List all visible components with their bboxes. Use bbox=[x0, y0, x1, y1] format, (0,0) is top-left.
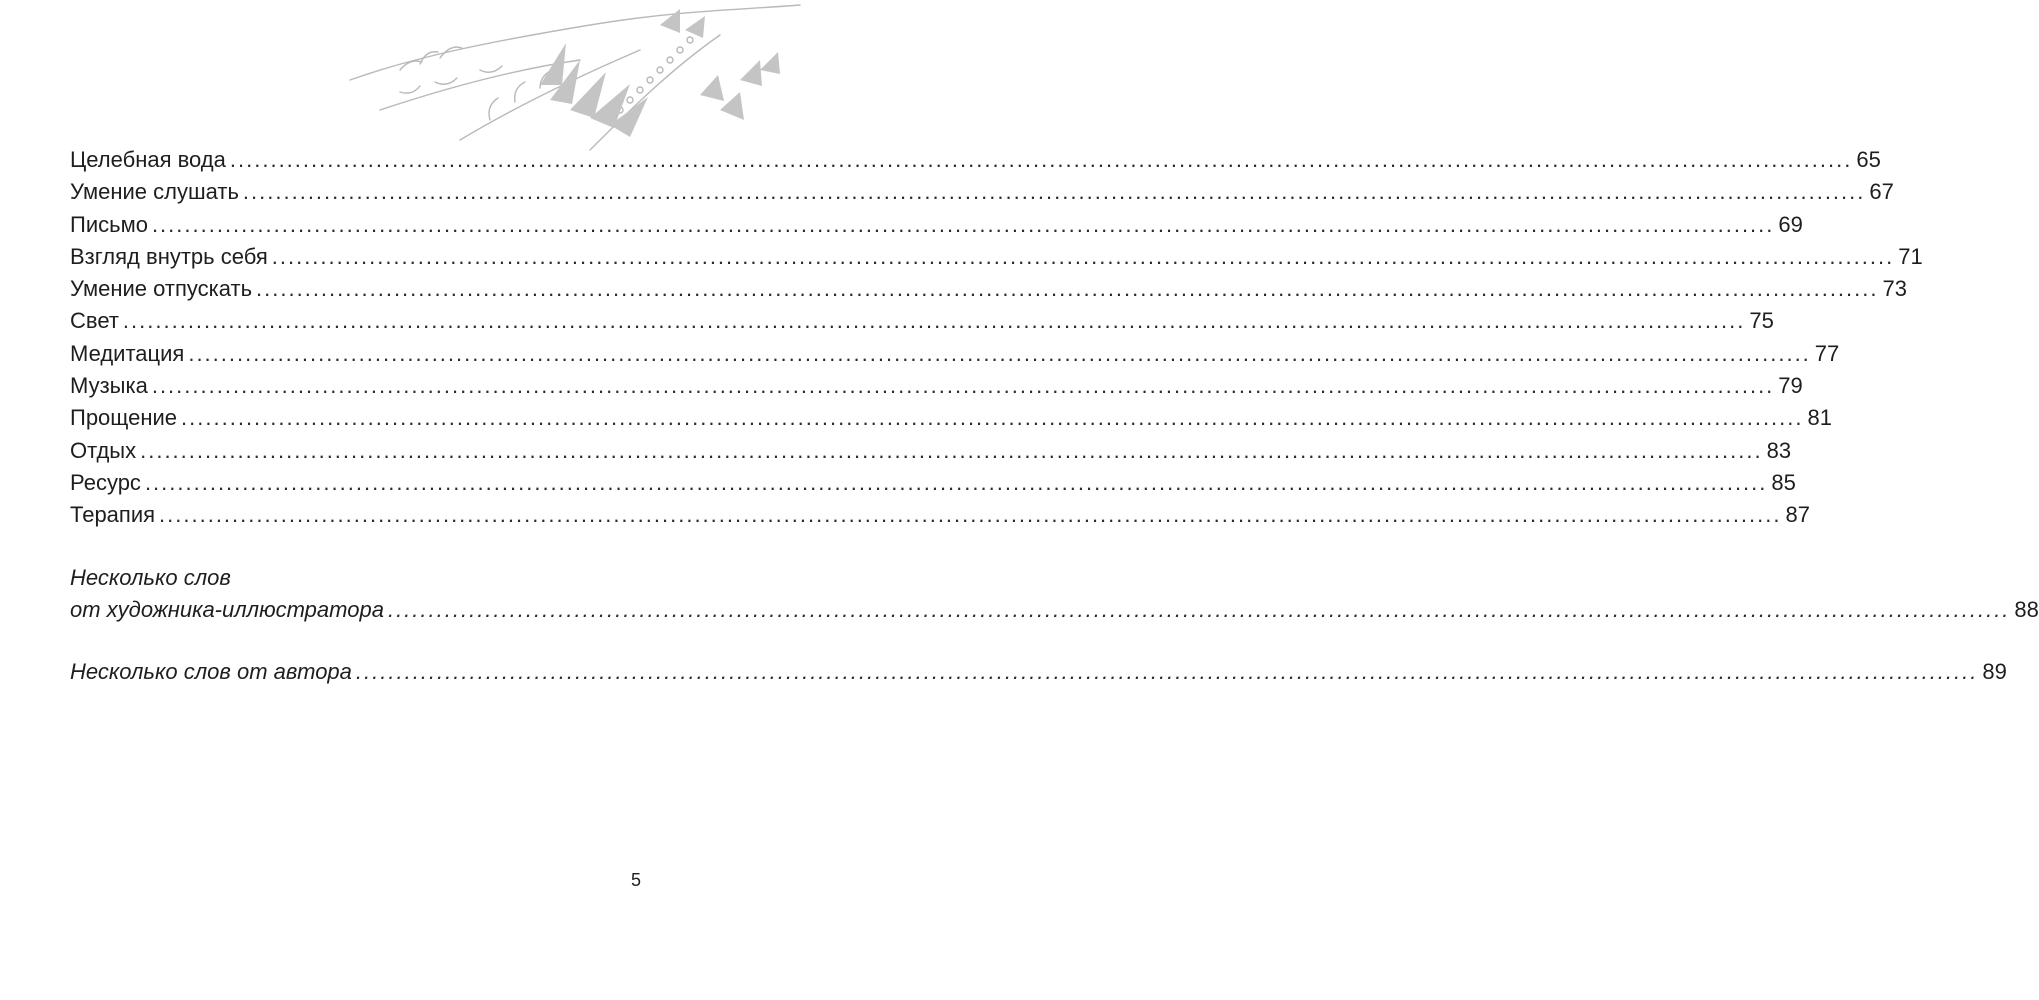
toc-entry-title: Прощение bbox=[70, 405, 178, 431]
toc-leader-dots: ........................................................................................................................................................................................................ bbox=[355, 659, 1979, 685]
toc-entry-author bbox=[70, 656, 2007, 688]
toc-entry-title: Несколько слов от автора bbox=[70, 659, 352, 685]
toc-entry-title: Музыка bbox=[70, 373, 148, 399]
toc-page-number: 85 bbox=[1771, 469, 1796, 495]
toc-entry bbox=[70, 176, 1894, 208]
toc-leader-dots: ........................................................................................................................................................................................................ bbox=[159, 502, 1782, 528]
toc-page-number: 67 bbox=[1869, 179, 1894, 205]
toc-entry bbox=[70, 338, 1840, 370]
toc-page-number: 87 bbox=[1785, 502, 1810, 528]
toc-page-number: 83 bbox=[1766, 437, 1792, 463]
toc-entry-title: Взгляд внутрь себя bbox=[70, 243, 268, 269]
toc-entry bbox=[70, 467, 1796, 499]
toc-entry bbox=[70, 241, 1923, 273]
toc-page-number: 77 bbox=[1814, 340, 1840, 366]
toc-entry bbox=[70, 273, 1907, 305]
toc-leader-dots: ........................................................................................................................................................................................................ bbox=[140, 437, 1763, 463]
toc-entry-title: Свет bbox=[70, 308, 119, 334]
toc-leader-dots: ........................................................................................................................................................................................................ bbox=[387, 596, 2011, 622]
toc-page-number: 71 bbox=[1898, 243, 1923, 269]
toc-entry-title: Терапия bbox=[70, 502, 156, 528]
toc-entry-title: Ресурс bbox=[70, 469, 141, 495]
toc-page-number: 65 bbox=[1856, 147, 1881, 172]
toc-entry-title: Медитация bbox=[70, 340, 185, 366]
page-number: 5 bbox=[631, 870, 642, 890]
toc-page-number: 81 bbox=[1807, 405, 1832, 431]
toc-page-number: 88 bbox=[2014, 596, 2039, 622]
toc-page-number: 75 bbox=[1749, 308, 1774, 334]
toc-entry-title: Письмо bbox=[70, 211, 148, 237]
toc-page-number: 89 bbox=[1982, 659, 2007, 685]
toc-leader-dots: ........................................................................................................................................................................................................ bbox=[256, 276, 1879, 302]
toc-leader-dots: ........................................................................................................................................................................................................ bbox=[144, 469, 1768, 495]
toc-leader-dots: ........................................................................................................................................................................................................ bbox=[188, 340, 1811, 366]
toc-entry-title: Умение слушать bbox=[70, 179, 239, 205]
toc-leader-dots: ........................................................................................................................................................................................................ bbox=[151, 211, 1775, 237]
toc-leader-dots: ........................................................................................................................................................................................................ bbox=[229, 147, 1853, 172]
toc-entry bbox=[70, 370, 1803, 402]
toc-entry-title: Целебная вода bbox=[70, 147, 226, 172]
toc-leader-dots: ........................................................................................................................................................................................................ bbox=[122, 308, 1746, 334]
toc-leader-dots: ........................................................................................................................................................................................................ bbox=[151, 373, 1775, 399]
toc-page-number: 69 bbox=[1778, 211, 1803, 237]
toc-entry bbox=[70, 499, 1810, 531]
toc-entry bbox=[70, 435, 1792, 467]
toc-entry bbox=[70, 144, 1881, 176]
toc-entry-title: Отдых bbox=[70, 437, 137, 463]
toc-leader-dots: ........................................................................................................................................................................................................ bbox=[271, 243, 1895, 269]
toc-leader-dots: ........................................................................................................................................................................................................ bbox=[242, 179, 1866, 205]
toc-entry bbox=[70, 402, 1832, 434]
toc-entry bbox=[70, 305, 1774, 337]
toc-entry-illustrator bbox=[70, 594, 2039, 626]
toc-entry-title: Умение отпускать bbox=[70, 276, 253, 302]
toc-entry-title: Несколько слов bbox=[70, 564, 231, 590]
toc-page-number: 79 bbox=[1778, 373, 1803, 399]
toc-page-number: 73 bbox=[1882, 276, 1907, 302]
toc-entry-title: от художника-иллюстратора bbox=[70, 596, 384, 622]
table-of-contents bbox=[70, 144, 2039, 688]
toc-entry-illustrator-line1 bbox=[70, 562, 644, 594]
toc-entry bbox=[70, 209, 1803, 241]
botanical-branches-icon bbox=[340, 0, 800, 160]
toc-leader-dots: ........................................................................................................................................................................................................ bbox=[181, 405, 1804, 431]
